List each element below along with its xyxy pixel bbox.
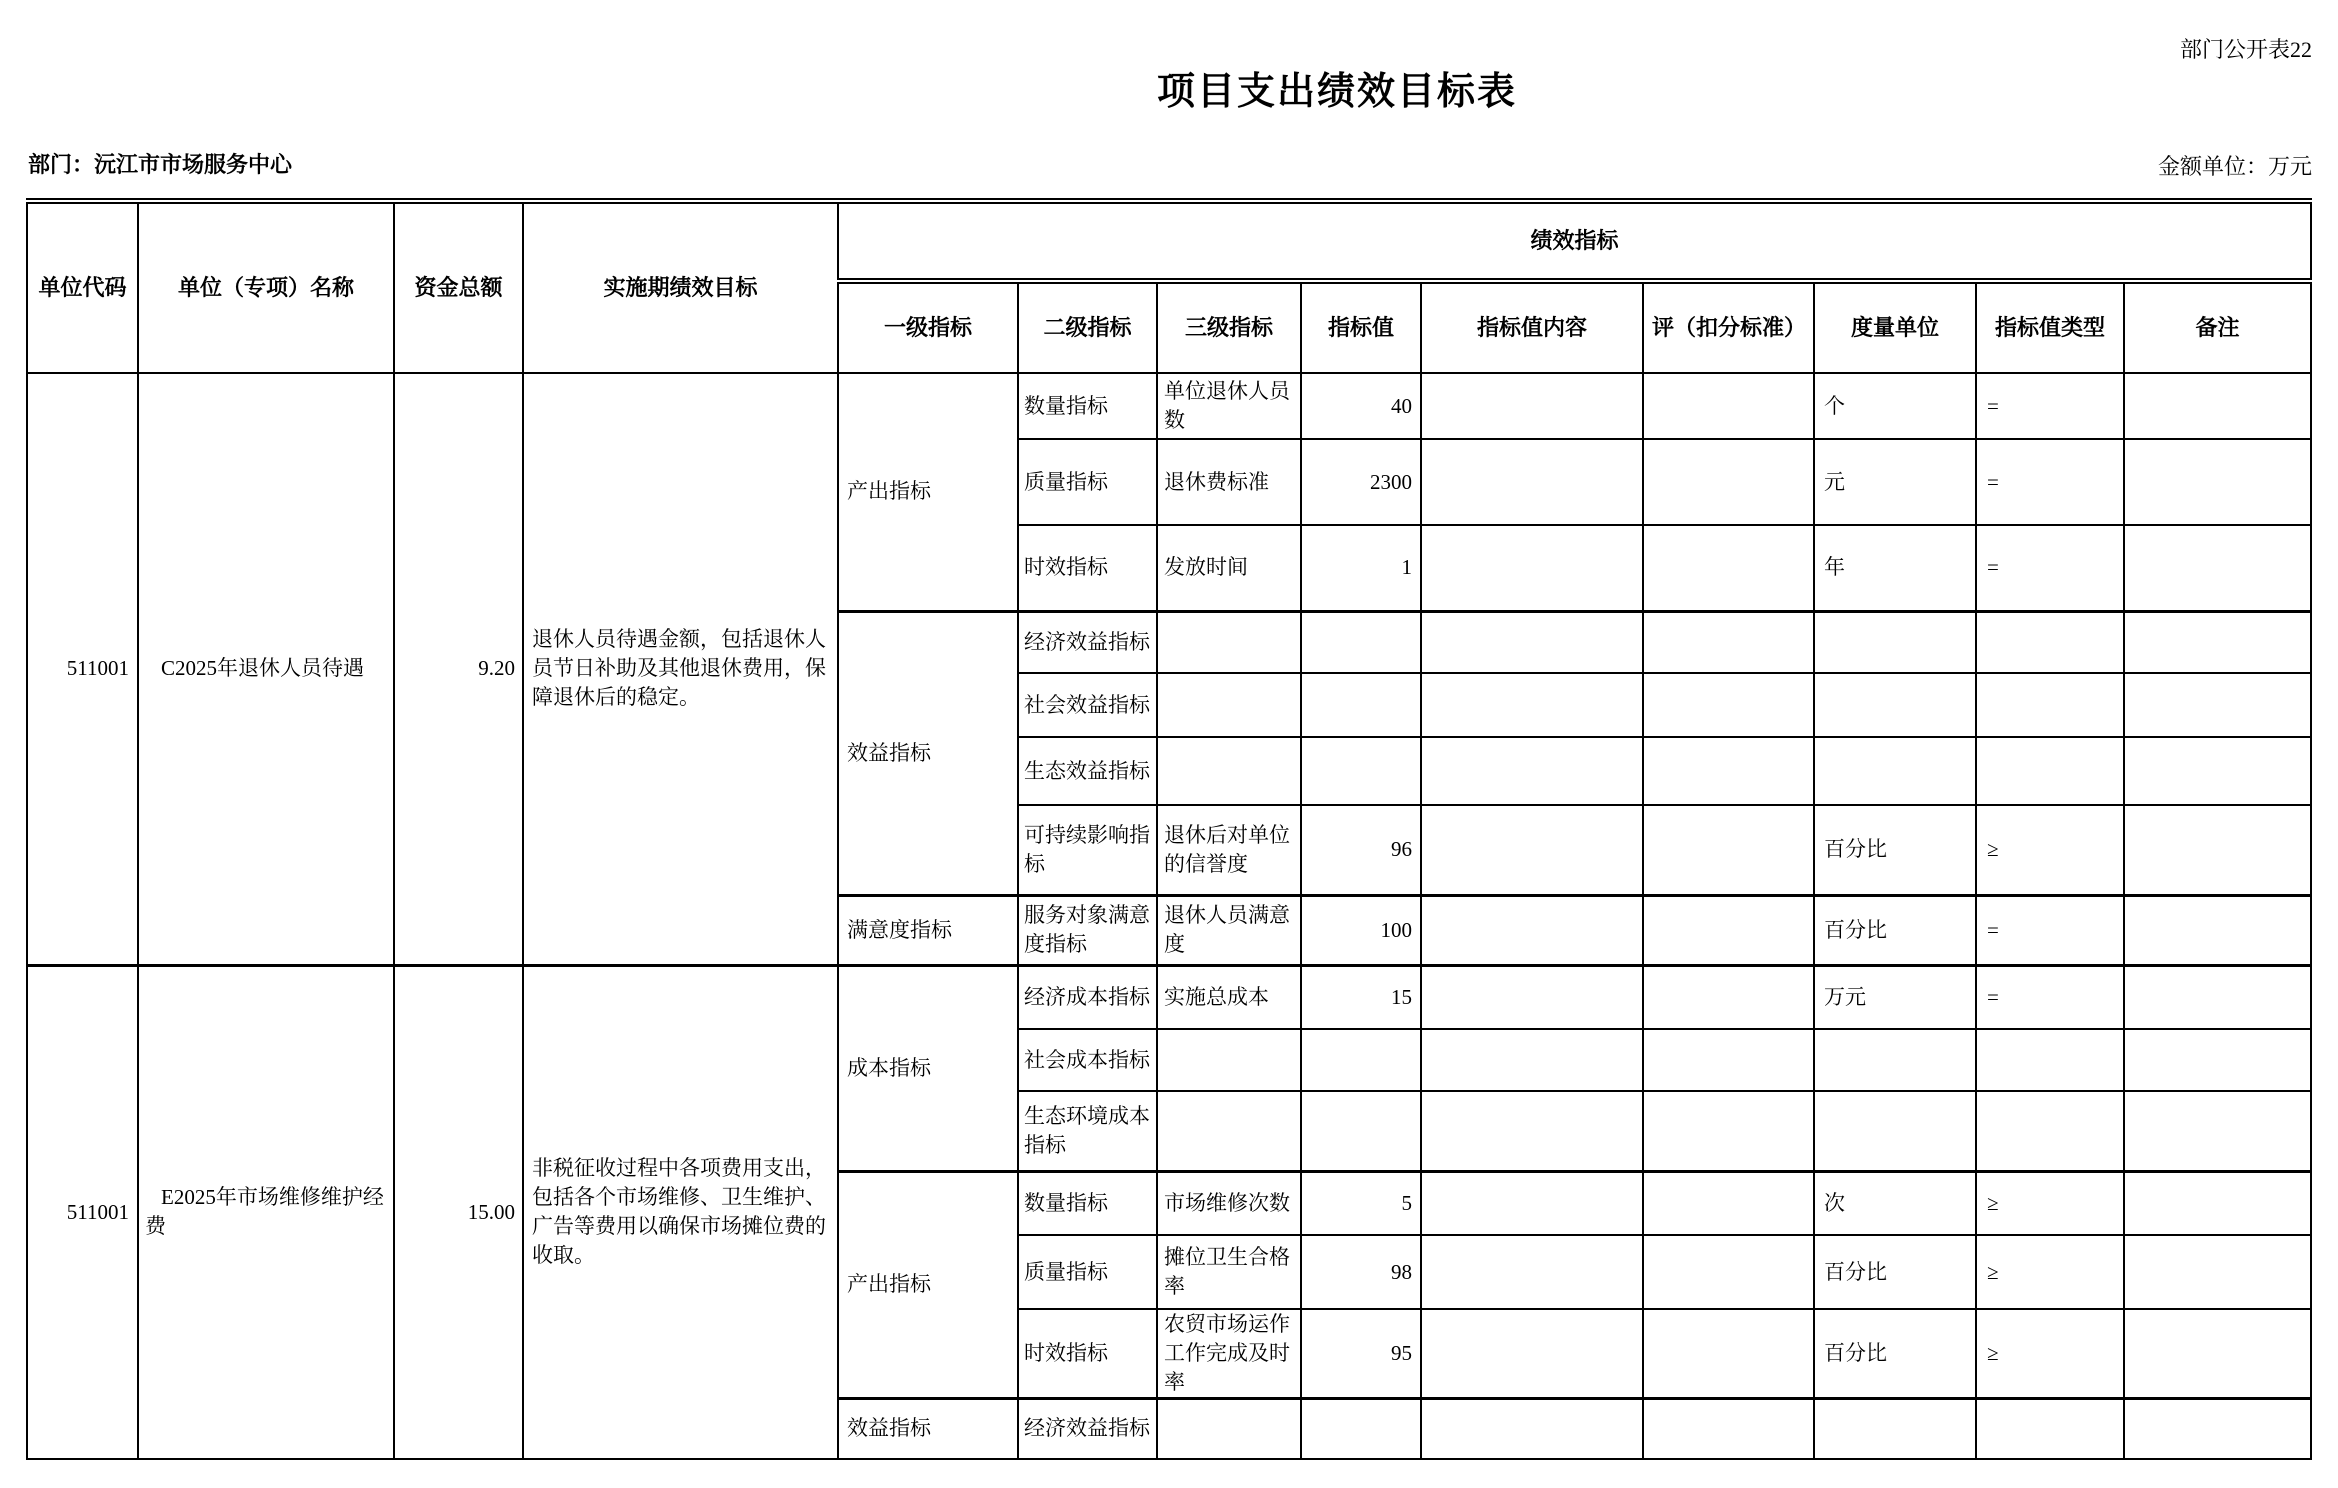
remark-cell — [2124, 1171, 2311, 1235]
header-total-amount: 资金总额 — [394, 201, 523, 373]
level1-indicator-cell: 产出指标 — [838, 373, 1018, 611]
deduction-cell — [1643, 1029, 1814, 1091]
value-content-cell — [1421, 611, 1643, 673]
value-content-cell — [1421, 1091, 1643, 1171]
remark-cell — [2124, 439, 2311, 525]
header-value-type: 指标值类型 — [1976, 281, 2124, 373]
header-level2-indicator: 二级指标 — [1018, 281, 1157, 373]
level3-indicator-cell — [1157, 1029, 1301, 1091]
measure-unit-cell: 元 — [1814, 439, 1976, 525]
department-label: 部门：沅江市市场服务中心 — [28, 152, 293, 177]
level2-indicator-cell: 经济成本指标 — [1018, 965, 1157, 1029]
value-type-cell — [1976, 1029, 2124, 1091]
level2-indicator-cell: 经济效益指标 — [1018, 1399, 1157, 1459]
value-content-cell — [1421, 525, 1643, 611]
measure-unit-cell — [1814, 737, 1976, 805]
header-measure-unit: 度量单位 — [1814, 281, 1976, 373]
value-content-cell — [1421, 965, 1643, 1029]
value-content-cell — [1421, 737, 1643, 805]
value-type-cell: ≥ — [1976, 1309, 2124, 1399]
level2-indicator-cell: 社会成本指标 — [1018, 1029, 1157, 1091]
header-indicator-value: 指标值 — [1301, 281, 1421, 373]
value-content-cell — [1421, 805, 1643, 895]
level3-indicator-cell: 实施总成本 — [1157, 965, 1301, 1029]
header-unit-code: 单位代码 — [27, 201, 138, 373]
level3-indicator-cell: 退休人员满意度 — [1157, 895, 1301, 965]
measure-unit-cell — [1814, 673, 1976, 737]
level2-indicator-cell: 生态环境成本指标 — [1018, 1091, 1157, 1171]
level3-indicator-cell — [1157, 611, 1301, 673]
measure-unit-cell: 次 — [1814, 1171, 1976, 1235]
value-content-cell — [1421, 1399, 1643, 1459]
indicator-value-cell — [1301, 1399, 1421, 1459]
measure-unit-cell — [1814, 1091, 1976, 1171]
value-type-cell — [1976, 611, 2124, 673]
value-content-cell — [1421, 673, 1643, 737]
value-type-cell: ≥ — [1976, 1171, 2124, 1235]
level2-indicator-cell: 时效指标 — [1018, 1309, 1157, 1399]
measure-unit-cell — [1814, 1399, 1976, 1459]
indicator-value-cell: 40 — [1301, 373, 1421, 439]
measure-unit-cell: 万元 — [1814, 965, 1976, 1029]
deduction-cell — [1643, 1235, 1814, 1309]
indicator-value-cell: 95 — [1301, 1309, 1421, 1399]
indicator-value-cell — [1301, 737, 1421, 805]
level3-indicator-cell — [1157, 737, 1301, 805]
indicator-value-cell: 100 — [1301, 895, 1421, 965]
level3-indicator-cell: 单位退休人员数 — [1157, 373, 1301, 439]
level3-indicator-cell: 发放时间 — [1157, 525, 1301, 611]
level2-indicator-cell: 数量指标 — [1018, 373, 1157, 439]
value-type-cell — [1976, 1091, 2124, 1171]
level3-indicator-cell: 摊位卫生合格率 — [1157, 1235, 1301, 1309]
value-content-cell — [1421, 373, 1643, 439]
deduction-cell — [1643, 1309, 1814, 1399]
indicator-value-cell: 98 — [1301, 1235, 1421, 1309]
level2-indicator-cell: 可持续影响指标 — [1018, 805, 1157, 895]
value-type-cell: = — [1976, 439, 2124, 525]
value-content-cell — [1421, 1309, 1643, 1399]
period-goal-cell: 退休人员待遇金额，包括退休人员节日补助及其他退休费用，保障退休后的稳定。 — [523, 373, 838, 965]
remark-cell — [2124, 1235, 2311, 1309]
remark-cell — [2124, 895, 2311, 965]
measure-unit-cell — [1814, 611, 1976, 673]
header-level3-indicator: 三级指标 — [1157, 281, 1301, 373]
deduction-cell — [1643, 737, 1814, 805]
level3-indicator-cell: 市场维修次数 — [1157, 1171, 1301, 1235]
level2-indicator-cell: 时效指标 — [1018, 525, 1157, 611]
value-type-cell: = — [1976, 895, 2124, 965]
unit-code-cell: 511001 — [27, 965, 138, 1459]
deduction-cell — [1643, 525, 1814, 611]
indicator-value-cell — [1301, 611, 1421, 673]
header-period-goal: 实施期绩效目标 — [523, 201, 838, 373]
doc-number-label: 部门公开表22 — [2179, 37, 2312, 62]
value-type-cell: = — [1976, 525, 2124, 611]
level2-indicator-cell: 经济效益指标 — [1018, 611, 1157, 673]
deduction-cell — [1643, 1091, 1814, 1171]
indicator-value-cell: 1 — [1301, 525, 1421, 611]
level2-indicator-cell: 服务对象满意度指标 — [1018, 895, 1157, 965]
deduction-cell — [1643, 1171, 1814, 1235]
unit-code-cell: 511001 — [27, 373, 138, 965]
indicator-value-cell — [1301, 673, 1421, 737]
remark-cell — [2124, 1029, 2311, 1091]
measure-unit-cell: 百分比 — [1814, 805, 1976, 895]
level3-indicator-cell — [1157, 673, 1301, 737]
remark-cell — [2124, 1399, 2311, 1459]
value-content-cell — [1421, 1171, 1643, 1235]
unit-name-cell: C2025年退休人员待遇 — [138, 373, 394, 965]
deduction-cell — [1643, 1399, 1814, 1459]
deduction-cell — [1643, 965, 1814, 1029]
remark-cell — [2124, 373, 2311, 439]
value-type-cell — [1976, 737, 2124, 805]
value-type-cell — [1976, 1399, 2124, 1459]
level3-indicator-cell — [1157, 1091, 1301, 1171]
indicator-value-cell — [1301, 1029, 1421, 1091]
indicator-row — [27, 965, 2311, 1029]
value-content-cell — [1421, 439, 1643, 525]
header-deduction-standard: 评（扣分标准） — [1643, 281, 1814, 373]
level3-indicator-cell: 退休费标准 — [1157, 439, 1301, 525]
level1-indicator-cell: 效益指标 — [838, 1399, 1018, 1459]
level3-indicator-cell: 退休后对单位的信誉度 — [1157, 805, 1301, 895]
level2-indicator-cell: 数量指标 — [1018, 1171, 1157, 1235]
indicator-row — [27, 373, 2311, 439]
amount-cell: 9.20 — [394, 373, 523, 965]
remark-cell — [2124, 525, 2311, 611]
indicator-value-cell: 15 — [1301, 965, 1421, 1029]
remark-cell — [2124, 737, 2311, 805]
level2-indicator-cell: 社会效益指标 — [1018, 673, 1157, 737]
remark-cell — [2124, 673, 2311, 737]
remark-cell — [2124, 805, 2311, 895]
measure-unit-cell: 个 — [1814, 373, 1976, 439]
value-type-cell: = — [1976, 373, 2124, 439]
value-content-cell — [1421, 1029, 1643, 1091]
value-type-cell — [1976, 673, 2124, 737]
performance-target-table — [26, 198, 2312, 1460]
remark-cell — [2124, 965, 2311, 1029]
deduction-cell — [1643, 611, 1814, 673]
measure-unit-cell — [1814, 1029, 1976, 1091]
measure-unit-cell: 百分比 — [1814, 1309, 1976, 1399]
deduction-cell — [1643, 895, 1814, 965]
level1-indicator-cell: 效益指标 — [838, 611, 1018, 895]
amount-cell: 15.00 — [394, 965, 523, 1459]
deduction-cell — [1643, 439, 1814, 525]
level2-indicator-cell: 生态效益指标 — [1018, 737, 1157, 805]
level2-indicator-cell: 质量指标 — [1018, 1235, 1157, 1309]
level1-indicator-cell: 产出指标 — [838, 1171, 1018, 1399]
deduction-cell — [1643, 805, 1814, 895]
deduction-cell — [1643, 373, 1814, 439]
indicator-value-cell: 2300 — [1301, 439, 1421, 525]
value-content-cell — [1421, 895, 1643, 965]
amount-unit-label: 金额单位：万元 — [2157, 154, 2312, 179]
value-content-cell — [1421, 1235, 1643, 1309]
header-value-content: 指标值内容 — [1421, 281, 1643, 373]
header-unit-name: 单位（专项）名称 — [138, 201, 394, 373]
remark-cell — [2124, 611, 2311, 673]
level3-indicator-cell: 农贸市场运作工作完成及时率 — [1157, 1309, 1301, 1399]
deduction-cell — [1643, 673, 1814, 737]
level3-indicator-cell — [1157, 1399, 1301, 1459]
measure-unit-cell: 年 — [1814, 525, 1976, 611]
indicator-value-cell — [1301, 1091, 1421, 1171]
header-level1-indicator: 一级指标 — [838, 281, 1018, 373]
period-goal-cell: 非税征收过程中各项费用支出，包括各个市场维修、卫生维护、广告等费用以确保市场摊位费的收取。 — [523, 965, 838, 1459]
remark-cell — [2124, 1091, 2311, 1171]
header-remark: 备注 — [2124, 281, 2311, 373]
remark-cell — [2124, 1309, 2311, 1399]
page-title: 项目支出绩效目标表 — [1156, 71, 1517, 113]
value-type-cell: ≥ — [1976, 1235, 2124, 1309]
value-type-cell: ≥ — [1976, 805, 2124, 895]
indicator-value-cell: 96 — [1301, 805, 1421, 895]
level1-indicator-cell: 满意度指标 — [838, 895, 1018, 965]
measure-unit-cell: 百分比 — [1814, 895, 1976, 965]
level1-indicator-cell: 成本指标 — [838, 965, 1018, 1171]
unit-name-cell: E2025年市场维修维护经费 — [138, 965, 394, 1459]
value-type-cell: = — [1976, 965, 2124, 1029]
header-performance-indicators: 绩效指标 — [838, 201, 2311, 281]
level2-indicator-cell: 质量指标 — [1018, 439, 1157, 525]
indicator-value-cell: 5 — [1301, 1171, 1421, 1235]
measure-unit-cell: 百分比 — [1814, 1235, 1976, 1309]
